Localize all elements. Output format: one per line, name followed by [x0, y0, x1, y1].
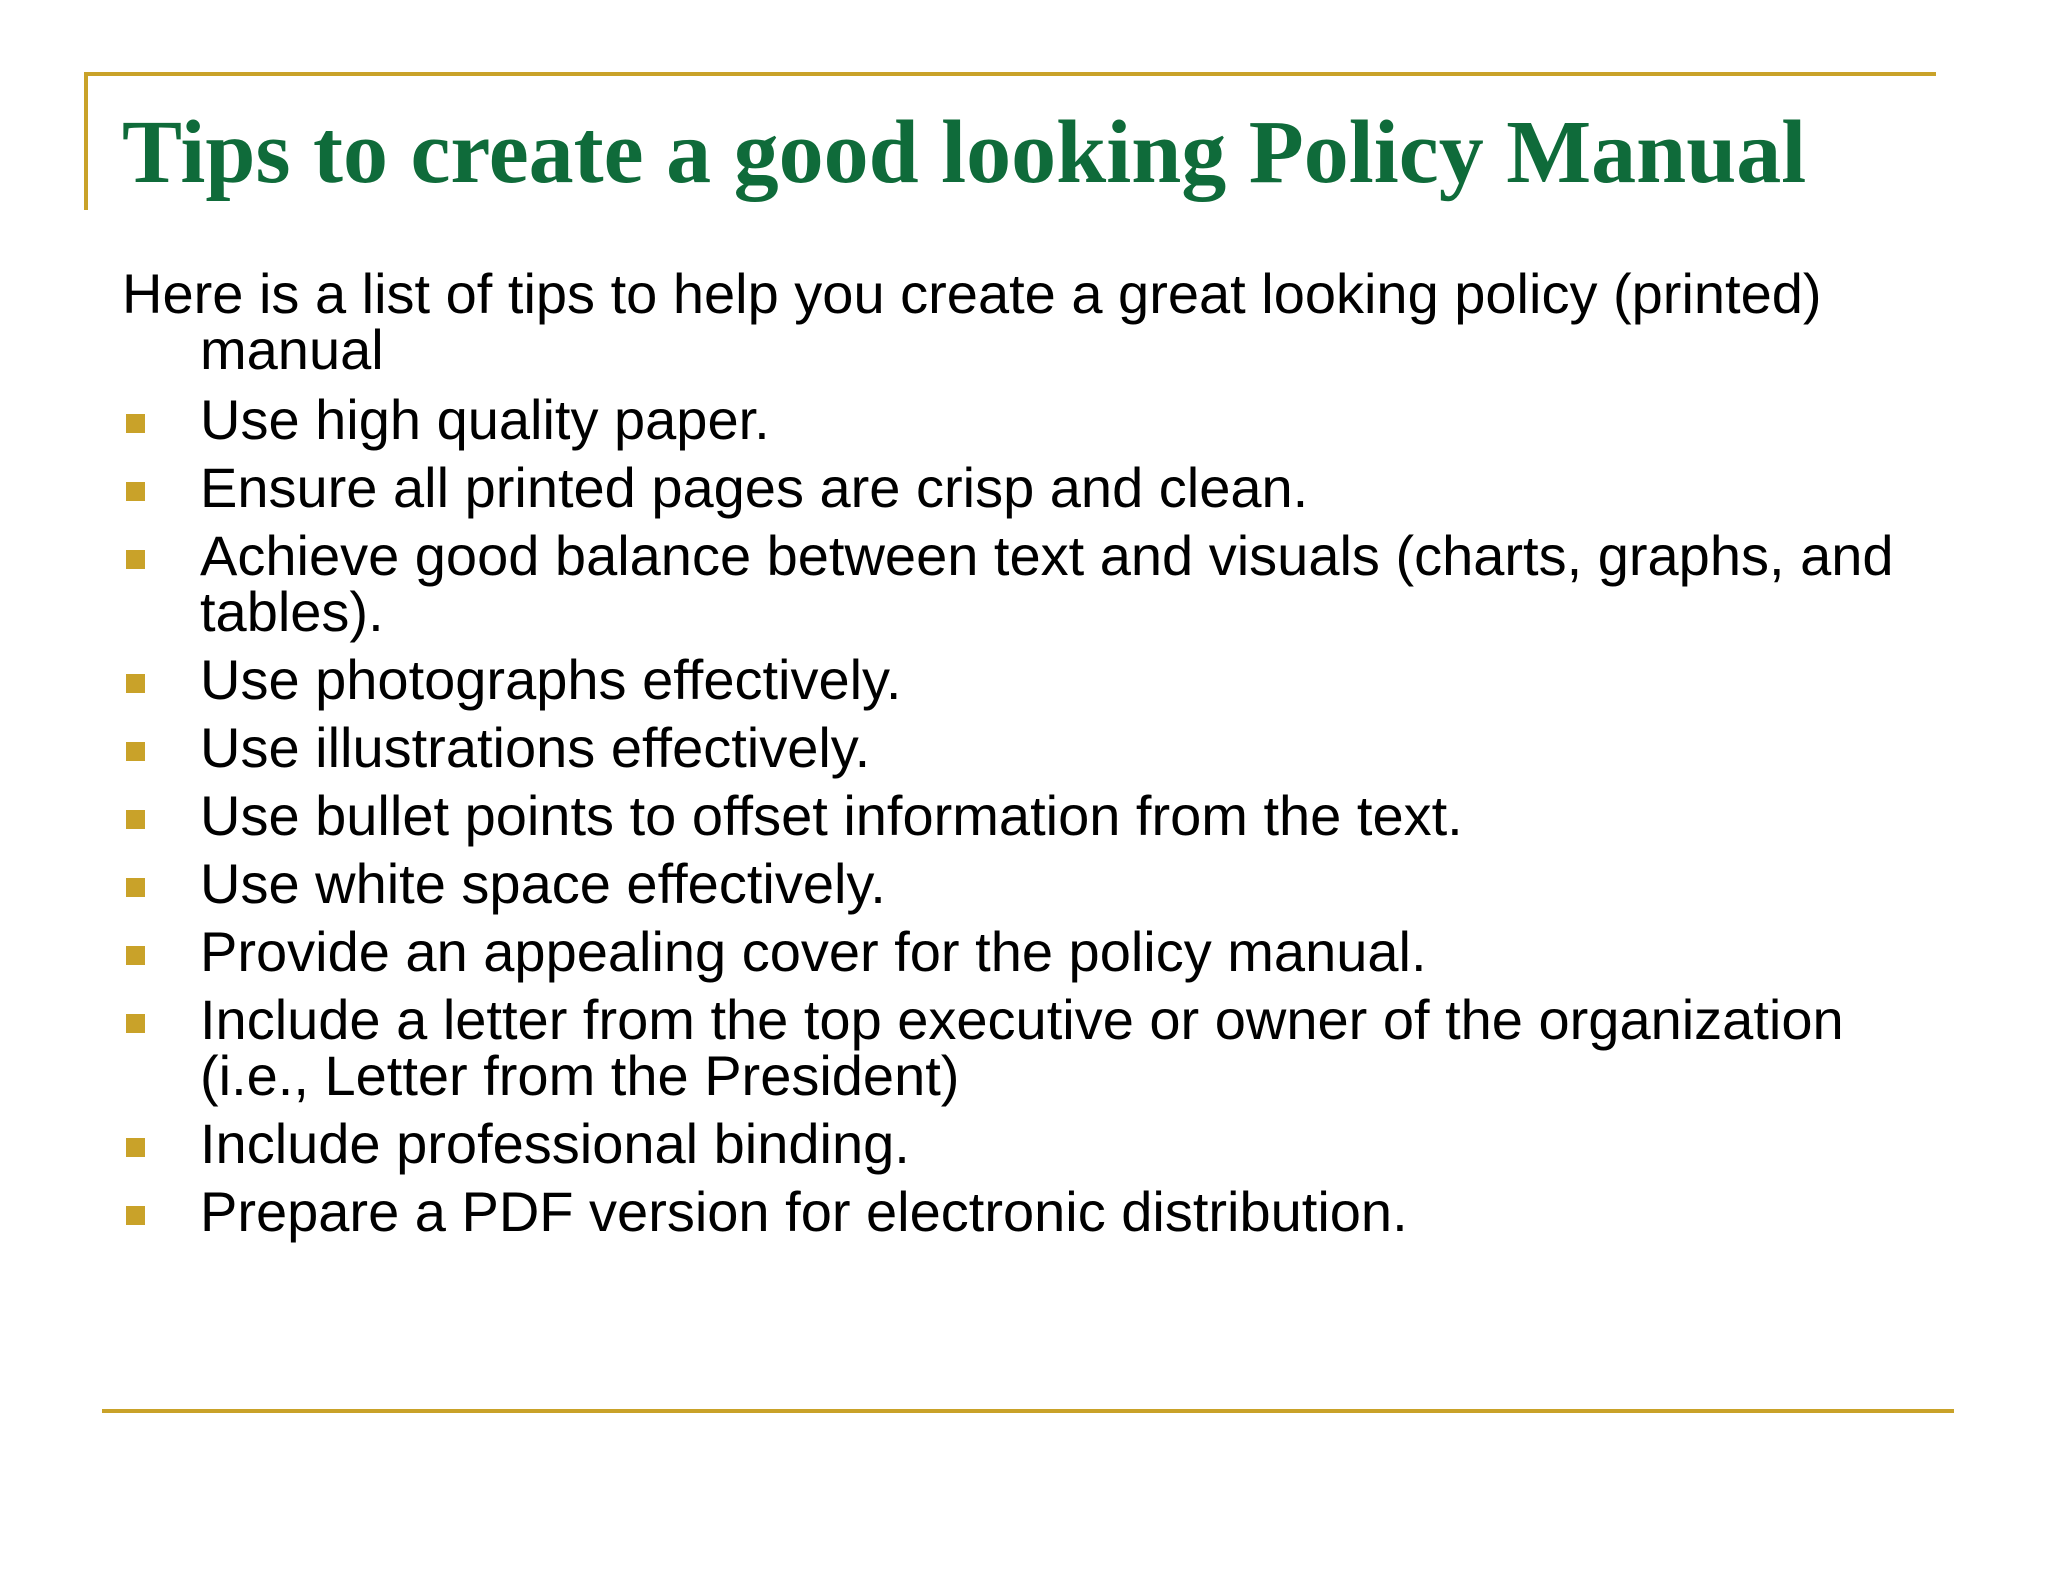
square-bullet-icon — [126, 946, 145, 965]
tip-text: Achieve good balance between text and visuals (charts, graphs, and tables). — [200, 524, 1894, 643]
tip-text: Use white space effectively. — [200, 852, 886, 915]
tip-item — [122, 456, 1952, 519]
tip-item — [122, 784, 1952, 847]
slide-title: Tips to create a good looking Policy Manual — [122, 103, 1807, 202]
tips-list — [122, 388, 1952, 1243]
tip-text: Provide an appealing cover for the policy manual. — [200, 920, 1427, 983]
tip-text: Use bullet points to offset information from the text. — [200, 784, 1463, 847]
tip-text: Ensure all printed pages are crisp and clean. — [200, 456, 1309, 519]
tip-item — [122, 920, 1952, 983]
tip-text: Use high quality paper. — [200, 388, 770, 451]
tip-text: Include professional binding. — [200, 1112, 910, 1175]
left-rule-divider — [84, 72, 88, 210]
tip-item — [122, 852, 1952, 915]
tip-item — [122, 716, 1952, 779]
tip-text: Prepare a PDF version for electronic distribution. — [200, 1180, 1408, 1243]
square-bullet-icon — [126, 1014, 145, 1033]
square-bullet-icon — [126, 810, 145, 829]
tip-item — [122, 388, 1952, 451]
intro-text: Here is a list of tips to help you create a great looking policy (printed) manual — [122, 262, 1822, 381]
tip-text: Use photographs effectively. — [200, 648, 902, 711]
top-rule-divider — [84, 72, 1936, 76]
square-bullet-icon — [126, 878, 145, 897]
square-bullet-icon — [126, 550, 145, 569]
tip-item — [122, 524, 1952, 643]
square-bullet-icon — [126, 742, 145, 761]
square-bullet-icon — [126, 1206, 145, 1225]
tip-item — [122, 1180, 1952, 1243]
tip-item — [122, 1112, 1952, 1175]
tip-text: Use illustrations effectively. — [200, 716, 871, 779]
square-bullet-icon — [126, 414, 145, 433]
square-bullet-icon — [126, 1138, 145, 1157]
tip-text: Include a letter from the top executive or owner of the organization (i.e., Letter from the President) — [200, 988, 1844, 1107]
bottom-rule-divider — [102, 1409, 1954, 1413]
tip-item — [122, 648, 1952, 711]
square-bullet-icon — [126, 674, 145, 693]
square-bullet-icon — [126, 482, 145, 501]
slide-body — [122, 262, 1952, 1252]
tip-item — [122, 988, 1952, 1107]
